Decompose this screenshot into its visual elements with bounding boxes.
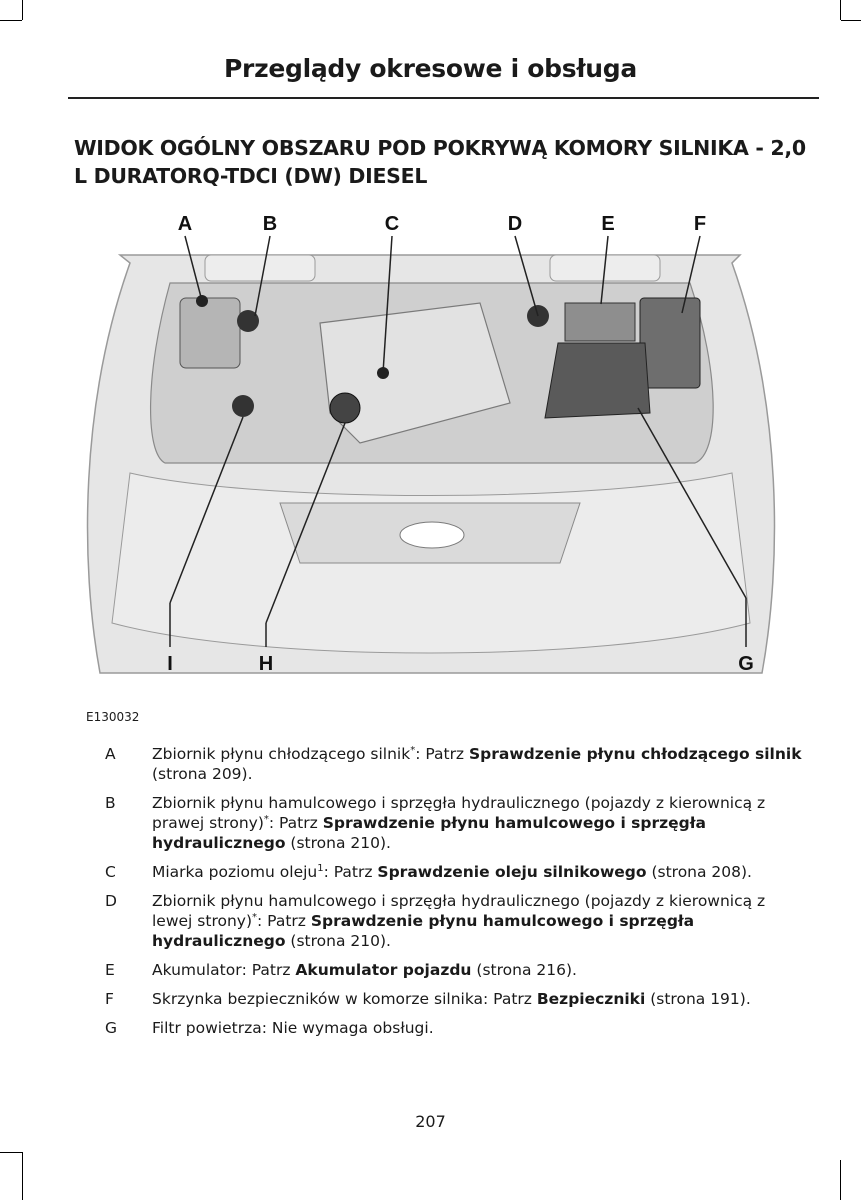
legend-reference-link[interactable]: Sprawdzenie płynu chłodzącego silnik: [469, 745, 802, 763]
legend-letter: B: [105, 794, 116, 812]
legend-letter: G: [105, 1019, 118, 1037]
legend-see-label: : Patrz: [415, 745, 469, 763]
legend-description: Filtr powietrza: Nie wymaga obsługi.: [152, 1019, 434, 1037]
legend-description: Zbiornik płynu chłodzącego silnik: [152, 745, 411, 763]
crop-mark: [841, 20, 861, 21]
callout-f: F: [693, 213, 707, 235]
crop-mark: [0, 1152, 22, 1153]
legend-footnote: *: [410, 744, 416, 756]
legend-page-ref: (strona 210).: [285, 932, 391, 950]
legend-reference-link[interactable]: Sprawdzenie płynu hamulcowego i sprzęgła hydraulicznego: [152, 912, 695, 950]
legend-page-ref: (strona 216).: [471, 961, 577, 979]
coolant-reservoir: [180, 298, 240, 368]
legend-text: [152, 744, 806, 784]
legend-letter: C: [105, 863, 116, 881]
page-number: 207: [415, 1112, 446, 1131]
legend-item: [96, 960, 806, 980]
legend-description: Skrzynka bezpieczników w komorze silnika: [152, 990, 484, 1008]
legend-item: [96, 862, 806, 882]
legend-footnote: 1: [317, 862, 324, 874]
legend-item: [96, 793, 806, 853]
legend-reference-link[interactable]: Bezpieczniki: [536, 990, 646, 1008]
legend-see-label: : Patrz: [483, 990, 537, 1008]
hood-pad-left: [205, 255, 315, 281]
callout-e: E: [601, 213, 615, 235]
section-heading: WIDOK OGÓLNY OBSZARU POD POKRYWĄ KOMORY SILNIKA - 2,0 L DURATORQ-TDCI (DW) DIESEL: [74, 136, 806, 188]
crop-mark: [22, 1152, 23, 1200]
legend-reference-link[interactable]: Akumulator pojazdu: [295, 961, 472, 979]
legend-footnote: *: [252, 911, 258, 923]
callout-c: C: [384, 213, 400, 235]
legend-see-label: : Patrz: [257, 912, 311, 930]
legend-reference-link[interactable]: Sprawdzenie płynu hamulcowego i sprzęgła hydraulicznego: [152, 814, 706, 852]
legend-description: Zbiornik płynu hamulcowego i sprzęgła hydraulicznego (pojazdy z kierownicą z lewej strony): [152, 892, 766, 930]
air-filter-box: [545, 343, 650, 418]
callout-d: D: [507, 213, 523, 235]
callout-b: B: [262, 213, 278, 235]
legend-text: [152, 989, 806, 1009]
oil-filler-cap: [330, 393, 360, 423]
crop-mark: [22, 0, 23, 20]
callout-h: H: [258, 653, 274, 675]
legend-page-ref: (strona 210).: [285, 834, 391, 852]
header-divider: [68, 97, 819, 99]
legend-see-label: : Patrz: [241, 961, 296, 979]
callout-i: I: [167, 653, 173, 675]
page-header-title: Przeglądy okresowe i obsługa: [224, 54, 637, 83]
legend-page-ref: (strona 209).: [152, 765, 253, 783]
washer-cap: [232, 395, 254, 417]
legend-list: [96, 744, 806, 1047]
legend-page-ref: (strona 191).: [645, 990, 751, 1008]
crop-mark: [0, 20, 22, 21]
badge: [400, 522, 464, 548]
legend-description: Akumulator: [152, 961, 242, 979]
legend-description: Miarka poziomu oleju: [152, 863, 318, 881]
fuse-box: [640, 298, 700, 388]
legend-item: [96, 891, 806, 951]
crop-mark: [840, 1160, 841, 1200]
legend-item: [96, 744, 806, 784]
legend-item: [96, 989, 806, 1009]
legend-letter: A: [105, 745, 116, 763]
legend-reference-link[interactable]: Sprawdzenie oleju silnikowego: [377, 863, 647, 881]
legend-page-ref: (strona 208).: [646, 863, 752, 881]
legend-letter: E: [105, 961, 115, 979]
crop-mark: [840, 0, 841, 20]
legend-text: [152, 891, 806, 951]
legend-text: [152, 960, 806, 980]
engine-bay-illustration: [60, 203, 802, 693]
legend-description: Zbiornik płynu hamulcowego i sprzęgła hydraulicznego (pojazdy z kierownicą z prawej strony): [152, 794, 766, 832]
legend-text: [152, 862, 806, 882]
legend-item: [96, 1018, 806, 1038]
legend-see-label: : Patrz: [323, 863, 378, 881]
legend-text: [152, 1018, 806, 1038]
callout-g: G: [738, 653, 754, 675]
battery: [565, 303, 635, 341]
legend-letter: D: [105, 892, 117, 910]
legend-text: [152, 793, 806, 853]
figure-id: E130032: [86, 710, 140, 724]
callout-a: A: [177, 213, 193, 235]
legend-letter: F: [105, 990, 114, 1008]
legend-footnote: *: [263, 813, 269, 825]
legend-see-label: : Patrz: [268, 814, 323, 832]
